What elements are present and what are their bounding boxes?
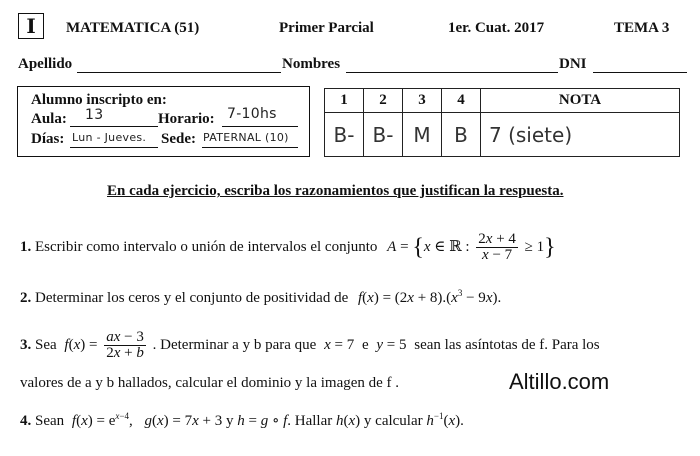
dni-line[interactable]	[593, 72, 687, 73]
asymptote-x: x = 7	[324, 337, 355, 353]
exercise-4	[20, 411, 464, 430]
function-h: h = g ∘ f	[237, 413, 288, 429]
exam-title: Primer Parcial	[279, 20, 374, 36]
exercise-1	[20, 227, 556, 267]
asymptote-y: y = 5	[376, 337, 407, 353]
exercise-number: 1.	[20, 239, 32, 255]
exercise-number: 4.	[20, 413, 32, 429]
function-h-x: h(x)	[335, 413, 361, 429]
function-expression: $f(x) = (2x + 8).(x^3 - 9x)$.	[358, 288, 502, 306]
exercise-text: y calcular	[363, 413, 423, 429]
function-g: g(x) = 7x + 3	[144, 413, 223, 429]
dias-value: Lun - Jueves.	[72, 131, 147, 144]
sede-line	[202, 147, 298, 148]
exercise-text: . Hallar	[287, 413, 333, 429]
dias-line	[70, 147, 158, 148]
grades-header-row	[325, 89, 680, 113]
tema-box: I	[18, 13, 44, 39]
exercise-text: Determinar los ceros y el conjunto de positividad de	[35, 290, 349, 306]
grades-table	[324, 88, 680, 157]
function-expression: f(x) = $\frac{ax - 3}{2x + b}$	[64, 329, 144, 362]
sede-label: Sede:	[161, 131, 196, 147]
exercise-text: Sea	[35, 337, 57, 353]
set-expression: A = {x ∈ ℝ : $\frac{2x + 4}{x - 7}$ ≥ 1}	[387, 231, 556, 264]
aula-label: Aula:	[31, 111, 67, 127]
exercise-text: Sean	[35, 413, 65, 429]
nota-value: 7 (siete)	[481, 113, 680, 157]
grade-header: 3	[403, 89, 442, 113]
aula-line	[70, 126, 158, 127]
nombres-line[interactable]	[346, 72, 558, 73]
grade-value: M	[403, 113, 442, 157]
exercise-text: . Determinar a y b para que	[152, 337, 317, 353]
tema-label: TEMA 3	[614, 20, 670, 36]
student-box-title: Alumno inscripto en:	[31, 92, 167, 108]
dias-label: Días:	[31, 131, 65, 147]
exercise-number: 2.	[20, 290, 32, 306]
grade-value: B-	[364, 113, 403, 157]
nota-header: NOTA	[481, 89, 680, 113]
apellido-label: Apellido	[18, 56, 73, 72]
exercise-text: y	[226, 413, 234, 429]
exercise-3-line-2: valores de a y b hallados, calcular el dominio y la imagen de f .	[20, 375, 400, 391]
grade-value: B	[442, 113, 481, 157]
apellido-line[interactable]	[77, 72, 281, 73]
function-h-inverse: $h^{-1}(x)$.	[426, 411, 464, 429]
exercise-text: sean las asíntotas de f. Para los	[414, 337, 600, 353]
function-f: $f(x) = e^{x-4}$,	[71, 411, 133, 429]
exam-period: 1er. Cuat. 2017	[448, 20, 545, 36]
aula-value: 13	[85, 107, 104, 123]
subject-title: MATEMATICA (51)	[66, 20, 200, 36]
horario-label: Horario:	[158, 111, 215, 127]
exercise-text: Escribir como intervalo o unión de intervalos el conjunto	[35, 239, 378, 255]
dni-label: DNI	[559, 56, 587, 72]
exercise-3	[20, 325, 600, 365]
nombres-label: Nombres	[282, 56, 341, 72]
grades-value-row	[325, 113, 680, 157]
sede-value: PATERNAL (10)	[203, 131, 289, 144]
horario-line	[222, 126, 298, 127]
grade-value: B-	[325, 113, 364, 157]
exercise-text: e	[361, 337, 369, 353]
watermark: Altillo.com	[509, 369, 610, 394]
exercise-number: 3.	[20, 337, 32, 353]
grade-header: 2	[364, 89, 403, 113]
exercise-2	[20, 288, 501, 307]
grade-header: 1	[325, 89, 364, 113]
grade-header: 4	[442, 89, 481, 113]
instruction-text: En cada ejercicio, escriba los razonamientos que justifican la respuesta.	[107, 183, 564, 199]
horario-value: 7-10hs	[227, 106, 277, 122]
